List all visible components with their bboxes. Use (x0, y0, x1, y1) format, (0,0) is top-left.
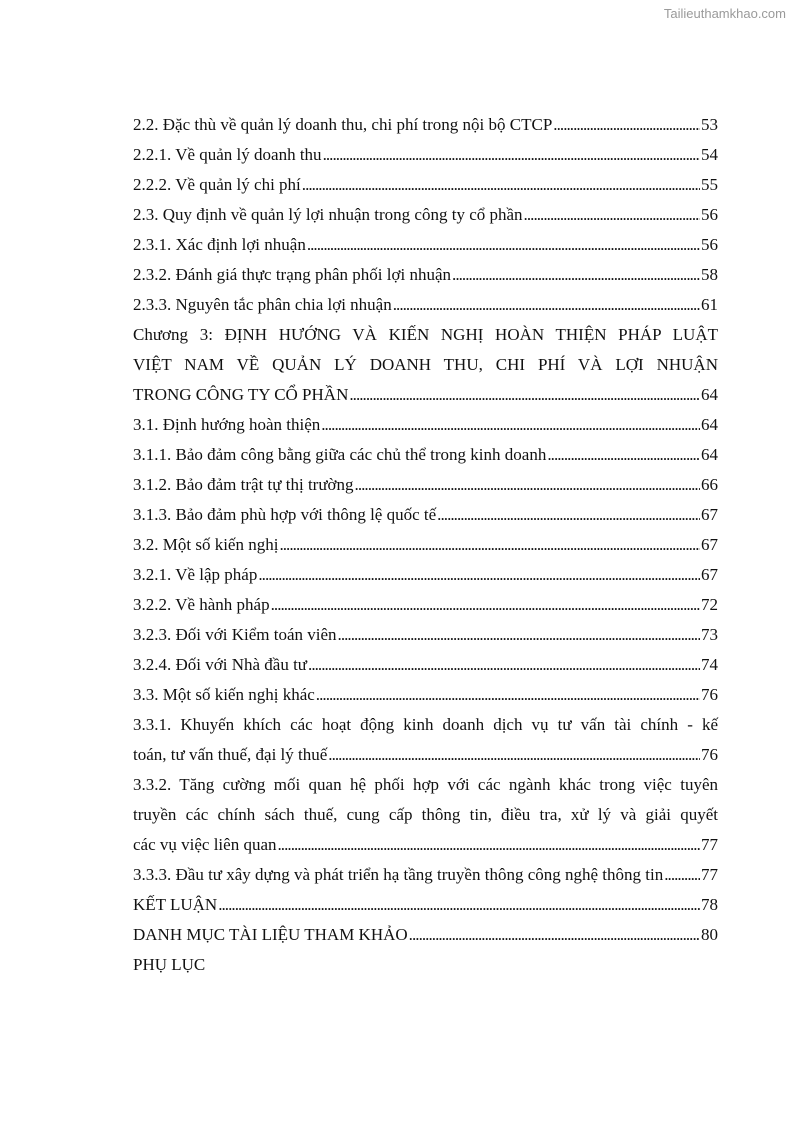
dot-leader (258, 560, 700, 590)
toc-entry-page: 77 (701, 865, 718, 884)
dot-leader (338, 620, 700, 650)
toc-entry-title: 3.1.1. Bảo đảm công bằng giữa các chủ thể trong kinh doanh (133, 445, 547, 464)
toc-entry-title: 3.2.1. Về lập pháp (133, 565, 258, 584)
toc-entry-page: 80 (701, 925, 718, 944)
toc-entry-page: 74 (701, 655, 718, 674)
toc-entry-title: 2.3. Quy định về quản lý lợi nhuận trong công ty cổ phần (133, 205, 523, 224)
dot-leader (323, 140, 700, 170)
dot-leader (218, 890, 700, 920)
toc-entry (133, 110, 718, 140)
dot-leader (321, 410, 700, 440)
dot-leader (279, 530, 700, 560)
toc-entry (133, 500, 718, 530)
dot-leader (553, 110, 700, 140)
toc-entry-title: các vụ việc liên quan (133, 835, 277, 854)
toc-entry-title: 3.1. Định hướng hoàn thiện (133, 415, 321, 434)
toc-entry-title: toán, tư vấn thuế, đại lý thuế (133, 745, 328, 764)
toc-entry-title: TRONG CÔNG TY CỔ PHẦN (133, 385, 349, 404)
toc-entry-title: 3.3.3. Đầu tư xây dựng và phát triển hạ tầng truyền thông công nghệ thông tin (133, 865, 664, 884)
toc-entry (133, 680, 718, 710)
toc-entry (133, 470, 718, 500)
toc-entry-page: 61 (701, 295, 718, 314)
toc-entry-page: 58 (701, 265, 718, 284)
toc-entry-title: 2.2. Đặc thù về quản lý doanh thu, chi phí trong nội bộ CTCP (133, 115, 553, 134)
toc-entry (133, 230, 718, 260)
toc-wrapped-line: 3.3.1. Khuyến khích các hoạt động kinh doanh dịch vụ tư vấn tài chính - kế (133, 715, 718, 734)
toc-entry-title: 3.1.3. Bảo đảm phù hợp với thông lệ quốc tế (133, 505, 437, 524)
toc-wrapped-line: truyền các chính sách thuế, cung cấp thông tin, điều tra, xử lý và giải quyết (133, 805, 718, 824)
dot-leader (349, 380, 700, 410)
toc-entry (133, 380, 718, 410)
toc-entry-page: 77 (701, 835, 718, 854)
toc-entry (133, 620, 718, 650)
toc-entry-page: 66 (701, 475, 718, 494)
dot-leader (547, 440, 700, 470)
toc-entry-title: 3.2.2. Về hành pháp (133, 595, 270, 614)
toc-entry-page: 64 (701, 445, 718, 464)
toc-entry-page: 78 (701, 895, 718, 914)
toc-entry (133, 830, 718, 860)
toc-entry-title: 3.2.4. Đối với Nhà đầu tư (133, 655, 308, 674)
toc-entry-title: 2.3.1. Xác định lợi nhuận (133, 235, 306, 254)
toc-entry-title: DANH MỤC TÀI LIỆU THAM KHẢO (133, 925, 408, 944)
toc-entry-title: 3.2.3. Đối với Kiểm toán viên (133, 625, 337, 644)
toc-entry-page: 64 (701, 415, 718, 434)
toc-entry-title: 2.2.1. Về quản lý doanh thu (133, 145, 322, 164)
toc-entry (133, 920, 718, 950)
watermark-text: Tailieuthamkhao.com (663, 6, 786, 21)
toc-entry-title: 3.1.2. Bảo đảm trật tự thị trường (133, 475, 354, 494)
toc-entry-page: 56 (701, 205, 718, 224)
dot-leader (278, 830, 701, 860)
toc-entry (133, 140, 718, 170)
toc-entry (133, 410, 718, 440)
toc-entry-page: 76 (701, 685, 718, 704)
toc-entry-title: 2.3.2. Đánh giá thực trạng phân phối lợi nhuận (133, 265, 452, 284)
dot-leader (316, 680, 700, 710)
toc-wrapped-line: 3.3.2. Tăng cường mối quan hệ phối hợp với các ngành khác trong việc tuyên (133, 775, 718, 794)
toc-entry (133, 590, 718, 620)
toc-entry-page: 73 (701, 625, 718, 644)
dot-leader (437, 500, 700, 530)
toc-entry-page: 67 (701, 535, 718, 554)
toc-entry-page: 55 (701, 175, 718, 194)
dot-leader (328, 740, 700, 770)
toc-entry (133, 860, 718, 890)
dot-leader (393, 290, 700, 320)
dot-leader (302, 170, 700, 200)
toc-entry-page: 56 (701, 235, 718, 254)
toc-entry (133, 440, 718, 470)
toc-chapter-line: VIỆT NAM VỀ QUẢN LÝ DOANH THU, CHI PHÍ VÀ LỢI NHUẬN (133, 355, 718, 374)
toc-entry (133, 560, 718, 590)
toc-entry (133, 170, 718, 200)
dot-leader (308, 650, 700, 680)
dot-leader (452, 260, 700, 290)
toc-entry-page: 67 (701, 565, 718, 584)
toc-entry-title: 3.2. Một số kiến nghị (133, 535, 279, 554)
toc-entry-title: KẾT LUẬN (133, 895, 218, 914)
toc-entry (133, 890, 718, 920)
toc-entry (133, 290, 718, 320)
dot-leader (664, 860, 700, 890)
toc-chapter-line: Chương 3: ĐỊNH HƯỚNG VÀ KIẾN NGHỊ HOÀN THIỆN PHÁP LUẬT (133, 325, 718, 344)
dot-leader (524, 200, 700, 230)
toc-entry-page: 64 (701, 385, 718, 404)
toc-entry (133, 200, 718, 230)
toc-entry (133, 650, 718, 680)
dot-leader (271, 590, 700, 620)
toc-entry (133, 530, 718, 560)
toc-entry-page: 72 (701, 595, 718, 614)
toc-entry-title: PHỤ LỤC (133, 955, 206, 974)
toc-entry (133, 740, 718, 770)
toc-entry-title: 2.3.3. Nguyên tắc phân chia lợi nhuận (133, 295, 392, 314)
dot-leader (409, 920, 700, 950)
toc-entry-page: 67 (701, 505, 718, 524)
toc-entry-page: 76 (701, 745, 718, 764)
dot-leader (307, 230, 700, 260)
dot-leader (355, 470, 700, 500)
table-of-contents (133, 110, 718, 980)
toc-entry-title: 3.3. Một số kiến nghị khác (133, 685, 315, 704)
toc-entry (133, 260, 718, 290)
toc-entry-page: 53 (701, 115, 718, 134)
toc-entry-page: 54 (701, 145, 718, 164)
toc-entry-title: 2.2.2. Về quản lý chi phí (133, 175, 301, 194)
